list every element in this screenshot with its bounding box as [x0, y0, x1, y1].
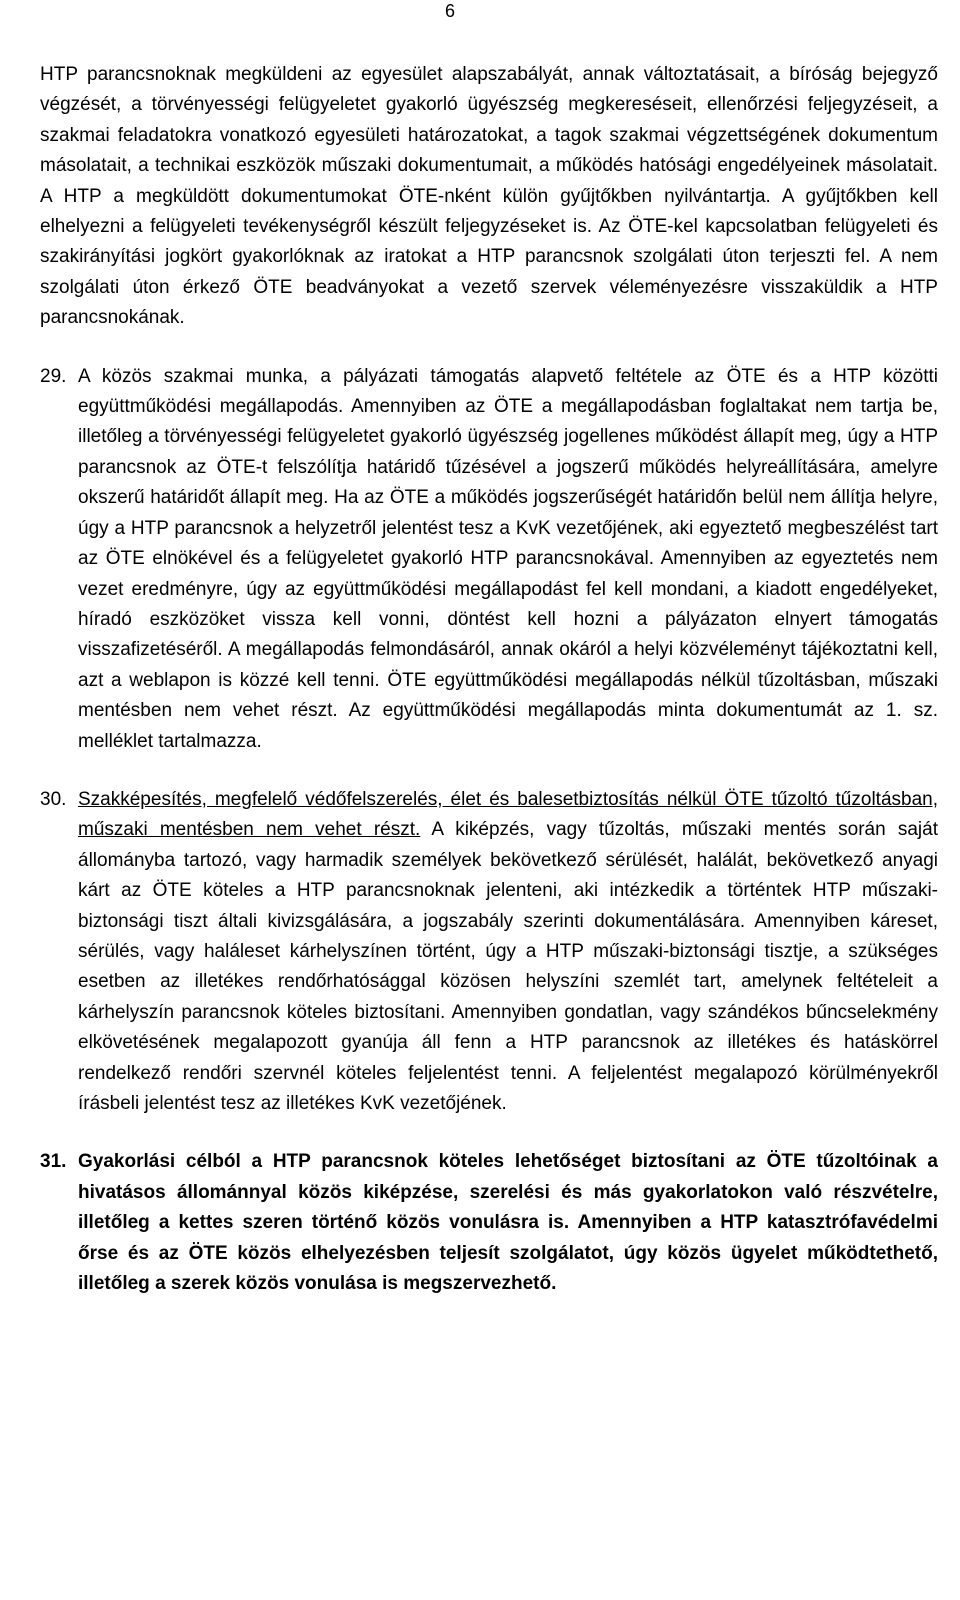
- underlined-statement: Szakképesítés, megfelelő védőfelszerelés, élet és balesetbiztosítás nélkül ÖTE tűzoltó tűzoltásban, műszaki mentésben nem vehet részt.: [78, 788, 938, 841]
- item-number: 29.: [40, 365, 67, 387]
- document-body: [40, 60, 938, 1327]
- item-text: [78, 785, 938, 1119]
- list-item-29: [40, 362, 938, 757]
- item-number: 30.: [40, 788, 67, 810]
- item-continuation: A kiképzés, vagy tűzoltás, műszaki mentés során saját állományba tartozó, vagy harmadik személyek bekövetkező sérülését, halálát, bekövetkező anyagi kárt az ÖTE köteles a HTP parancsnoknak jelenteni, aki intézkedik a történtek HTP műszaki-biztonsági tiszt általi kivizsgálására, a jogszabály szerinti dokumentálására. Amennyiben káreset, sérülés, vagy haláleset kárhelyszínen történt, úgy a HTP műszaki-biztonsági tisztje, a szükséges esetben az illetékes rendőrhatósággal közösen helyszíni szemlét tart, amelynek feltételeit a kárhelyszín parancsnok köteles biztosítani. Amennyiben gondatlan, vagy szándékos bűncselekmény elkövetésének megalapozott gyanúja áll fenn a HTP parancsnok az illetékes és hatáskörrel rendelkező rendőri szervnél köteles feljelentést tenni. A feljelentést megalapozó körülményekről írásbeli jelentést tesz az illetékes KvK vezetőjének.: [78, 819, 938, 1114]
- item-text: Gyakorlási célból a HTP parancsnok köteles lehetőséget biztosítani az ÖTE tűzoltóinak a hivatásos állománnyal közös kiképzése, szerelési és más gyakorlatokon való részvételre, illetőleg a kettes szeren történő közös vonulásra is. Amennyiben a HTP katasztrófavédelmi őrse és az ÖTE közös elhelyezésben teljesít szolgálatot, úgy közös ügyelet működtethető, illetőleg a szerek közös vonulása is megszervezhető.: [78, 1151, 938, 1295]
- intro-paragraph: HTP parancsnoknak megküldeni az egyesület alapszabályát, annak változtatásait, a bíróság bejegyző végzését, a törvényességi felügyeletet gyakorló ügyészség megkereséseit, ellenőrzési feljegyzéseit, a szakmai feladatokra vonatkozó egyesületi határozatokat, a tagok szakmai végzettségének dokumentum másolatait, a technikai eszközök műszaki dokumentumait, a működés hatósági engedélyeinek másolatait. A HTP a megküldött dokumentumokat ÖTE-nként külön gyűjtőkben nyilvántartja. A gyűjtőkben kell elhelyezni a felügyeleti tevékenységről készült feljegyzéseket is. Az ÖTE-kel kapcsolatban felügyeleti és szakirányítási jogkört gyakorlóknak az iratokat a HTP parancsnok szolgálati úton terjeszti fel. A nem szolgálati úton érkező ÖTE beadványokat a vezető szervek véleményezésre visszaküldik a HTP parancsnokának.: [40, 64, 938, 329]
- list-item-31: [40, 1147, 938, 1299]
- item-text: A közös szakmai munka, a pályázati támogatás alapvető feltétele az ÖTE és a HTP közötti együttműködési megállapodás. Amennyiben az ÖTE a megállapodásban foglaltakat nem tartja be, illetőleg a törvényességi felügyeletet gyakorló ügyészség jogellenes működést állapít meg, úgy a HTP parancsnok az ÖTE-t felszólítja határidő tűzésével a jogszerű működés helyreállítására, amelyre okszerű határidőt állapít meg. Ha az ÖTE a működés jogszerűségét határidőn belül nem állítja helyre, úgy a HTP parancsnok a helyzetről jelentést tesz a KvK vezetőjének, aki egyeztető megbeszélést tart az ÖTE elnökével és a felügyeletet gyakorló HTP parancsnokával. Amennyiben az egyeztetés nem vezet eredményre, úgy az együttműködési megállapodást fel kell mondani, a kiadott engedélyeket, híradó eszközöket vissza kell vonni, döntést kell hozni a pályázaton elnyert támogatás visszafizetéséről. A megállapodás felmondásáról, annak okáról a helyi közvéleményt tájékoztatni kell, azt a weblapon is közzé kell tenni. ÖTE együttműködési megállapodás nélkül tűzoltásban, műszaki mentésben nem vehet részt. Az együttműködési megállapodás minta dokumentumát az 1. sz. melléklet tartalmazza.: [78, 365, 938, 752]
- item-number: 31.: [40, 1151, 67, 1173]
- list-item-30: [40, 785, 938, 1119]
- page-number: 6: [444, 1, 455, 21]
